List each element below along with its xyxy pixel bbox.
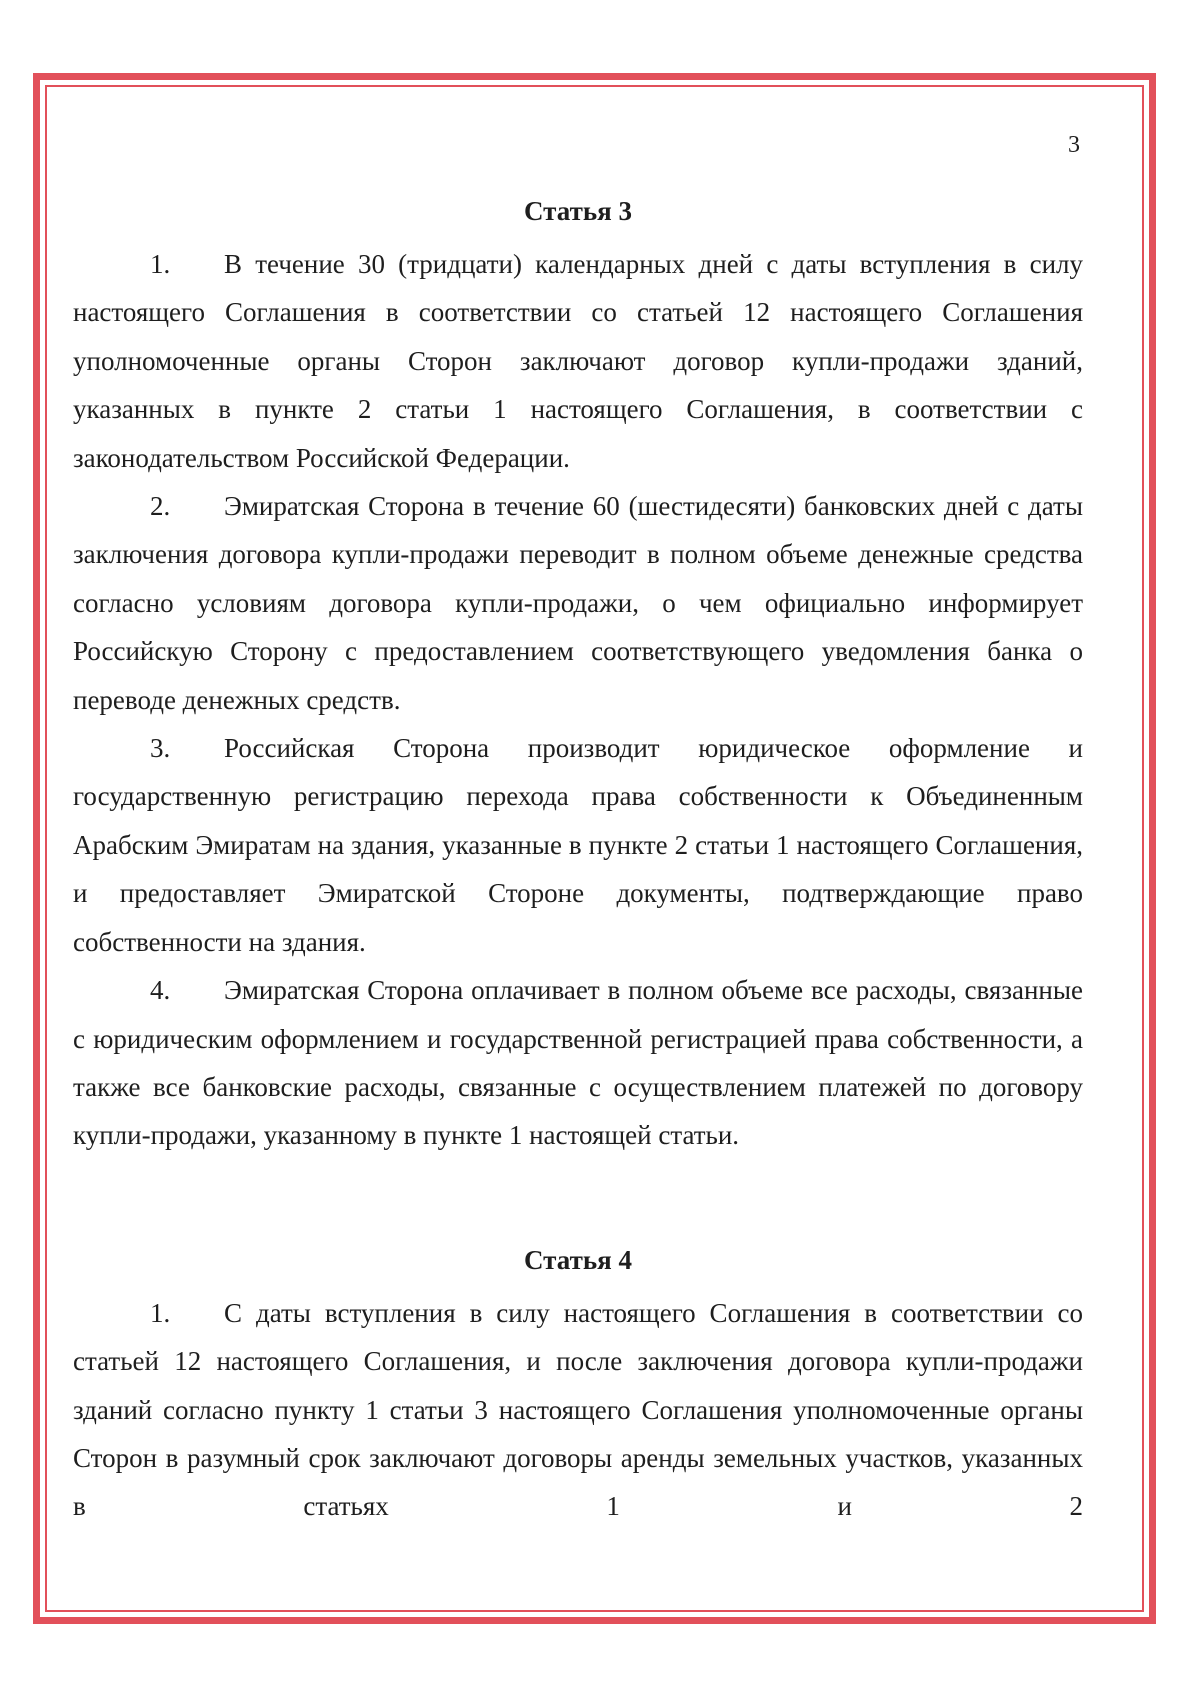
- paragraph-text: В течение 30 (тридцати) календарных дней с даты вступления в силу настоящего Соглашения в соответствии со статьей 12 настоящего Соглашения уполномоченные органы Сторон заключают договор купли-продажи зданий, указанных в пункте 2 статьи 1 настоящего Соглашения, в соответствии с законодательством Российской Федерации.: [73, 249, 1083, 473]
- paragraph-number: 1.: [150, 249, 171, 279]
- article-4-paragraph-1: [73, 1289, 1083, 1531]
- paragraph-number: 3.: [150, 733, 171, 764]
- section-spacer: [73, 1160, 1083, 1245]
- article-3-heading: Статья 3: [524, 196, 632, 226]
- article-3-paragraph-3: [73, 724, 1083, 966]
- paragraph-number: 2.: [150, 491, 171, 522]
- article-3-paragraph-2: [73, 482, 1083, 724]
- article-4-heading: Статья 4: [524, 1244, 632, 1275]
- paragraph-text: Эмиратская Сторона оплачивает в полном объеме все расходы, связанные с юридическим оформлением и государственной регистрацией права собственности, а также все банковские расходы, связанные с осуществлением платежей по договору купли-продажи, указанному в пункте 1 настоящей статьи.: [73, 975, 1083, 1151]
- paragraph-number: 1.: [150, 1297, 171, 1328]
- article-3-paragraph-4: [73, 966, 1083, 1160]
- page-number: 3: [1068, 132, 1080, 158]
- paragraph-text: Российская Сторона производит юридическое оформление и государственную регистрацию перехода права собственности к Объединенным Арабским Эмиратам на здания, указанные в пункте 2 статьи 1 настоящего Соглашения, и предоставляет Эмиратской Стороне документы, подтверждающие право собственности на здания.: [73, 733, 1083, 957]
- document-body: [73, 196, 1083, 1531]
- paragraph-text: С даты вступления в силу настоящего Соглашения в соответствии со статьей 12 настоящего Соглашения, и после заключения договора купли-продажи зданий согласно пункту 1 статьи 3 настоящего Соглашения уполномоченные органы Сторон в разумный срок заключают договоры аренды земельных участков, указанных в статьях 1 и 2: [73, 1297, 1083, 1522]
- paragraph-number: 4.: [150, 975, 171, 1006]
- article-3-paragraph-1: [73, 240, 1083, 482]
- paragraph-text: Эмиратская Сторона в течение 60 (шестидесяти) банковских дней с даты заключения договора купли-продажи переводит в полном объеме денежные средства согласно условиям договора купли-продажи, о чем официально информирует Российскую Сторону с предоставлением соответствующего уведомления банка о переводе денежных средств.: [73, 491, 1083, 715]
